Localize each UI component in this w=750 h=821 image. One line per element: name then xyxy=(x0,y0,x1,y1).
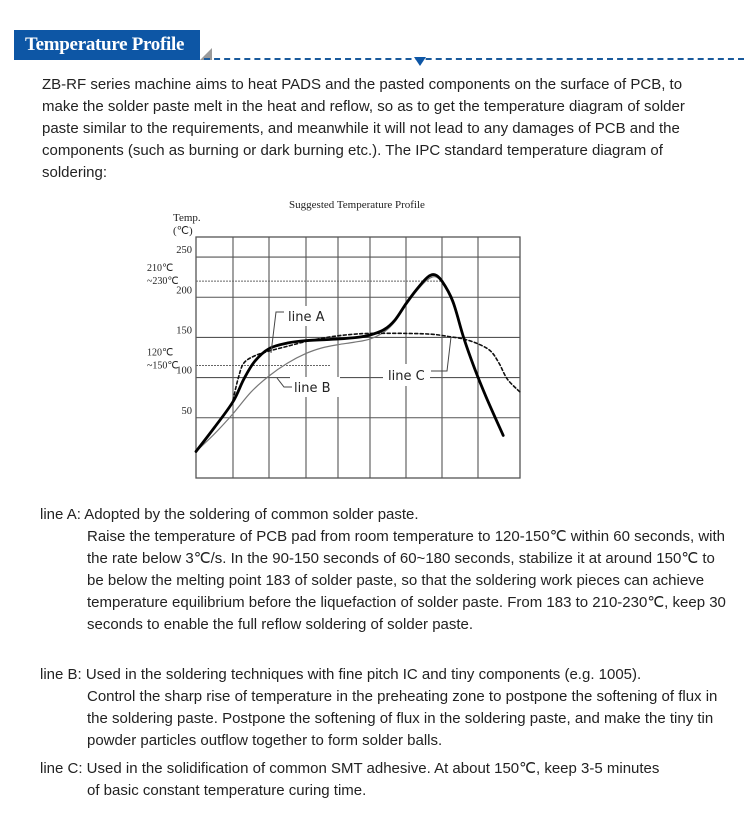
y-tick-label: 100 xyxy=(176,365,192,377)
section-title: Temperature Profile xyxy=(14,30,200,60)
reference-label: 210℃ xyxy=(147,263,174,275)
triangle-down-icon xyxy=(414,57,426,66)
series-line-c xyxy=(233,333,520,400)
y-tick-label: 250 xyxy=(176,245,192,257)
y-tick-label: 50 xyxy=(181,405,192,417)
annotation-leader-line xyxy=(431,337,451,371)
description-label: line B: Used in the soldering techniques with fine pitch IC and tiny components (e.g. 1005). xyxy=(40,666,642,683)
annotation-label: line B xyxy=(294,381,331,396)
annotation-label: line A xyxy=(288,310,325,325)
description-line-c xyxy=(40,758,730,802)
description-body: Raise the temperature of PCB pad from room temperature to 120-150℃ within 60 seconds, with the rate below 3℃/s. In the 90-150 seconds of 60~180 seconds, stabilize it at around 150℃ to be below the melting point 183 of solder paste, so that the soldering work pieces can achieve temperature equilibrium before the liquefaction of solder paste. From 183 to 210-230℃, keep 30 seconds to enable the full reflow soldering of solder paste. xyxy=(87,528,726,633)
y-tick-label: 150 xyxy=(176,325,192,337)
description-label: line A: Adopted by the soldering of common solder paste. xyxy=(40,506,419,523)
reference-label: 120℃ xyxy=(147,347,174,359)
description-line-a xyxy=(40,504,730,636)
reference-label: ~150℃ xyxy=(147,360,179,372)
intro-paragraph: ZB-RF series machine aims to heat PADS and the pasted components on the surface of PCB, to make the solder paste melt in the heat and reflow, so as to get the temperature diagram of solder paste similar to the requirements, and meanwhile it will not lead to any damages of PCB and the components (such as burning or dark burning etc.). The IPC standard temperature diagram of soldering: xyxy=(42,76,685,181)
annotation-label: line C xyxy=(388,369,425,384)
description-line-b xyxy=(40,664,730,752)
y-tick-label: 200 xyxy=(176,285,192,297)
chart-title: Suggested Temperature Profile xyxy=(289,199,425,211)
annotation-leader-line xyxy=(277,378,292,387)
y-axis-label: Temp. xyxy=(173,212,201,224)
dashed-divider xyxy=(204,58,744,60)
description-body: of basic constant temperature curing time. xyxy=(87,782,367,799)
temperature-profile-chart xyxy=(0,190,750,500)
y-axis-unit: (℃) xyxy=(173,225,193,237)
description-label: line C: Used in the solidification of common SMT adhesive. At about 150℃, keep 3-5 minutes xyxy=(40,760,660,777)
series-line-a xyxy=(196,275,503,452)
description-body: Control the sharp rise of temperature in the preheating zone to postpone the softening of flux in the soldering paste. Postpone the softening of flux in the soldering paste, and make the tiny tin powder particles outflow together to form solder balls. xyxy=(87,688,718,749)
reference-label: ~230℃ xyxy=(147,276,179,288)
